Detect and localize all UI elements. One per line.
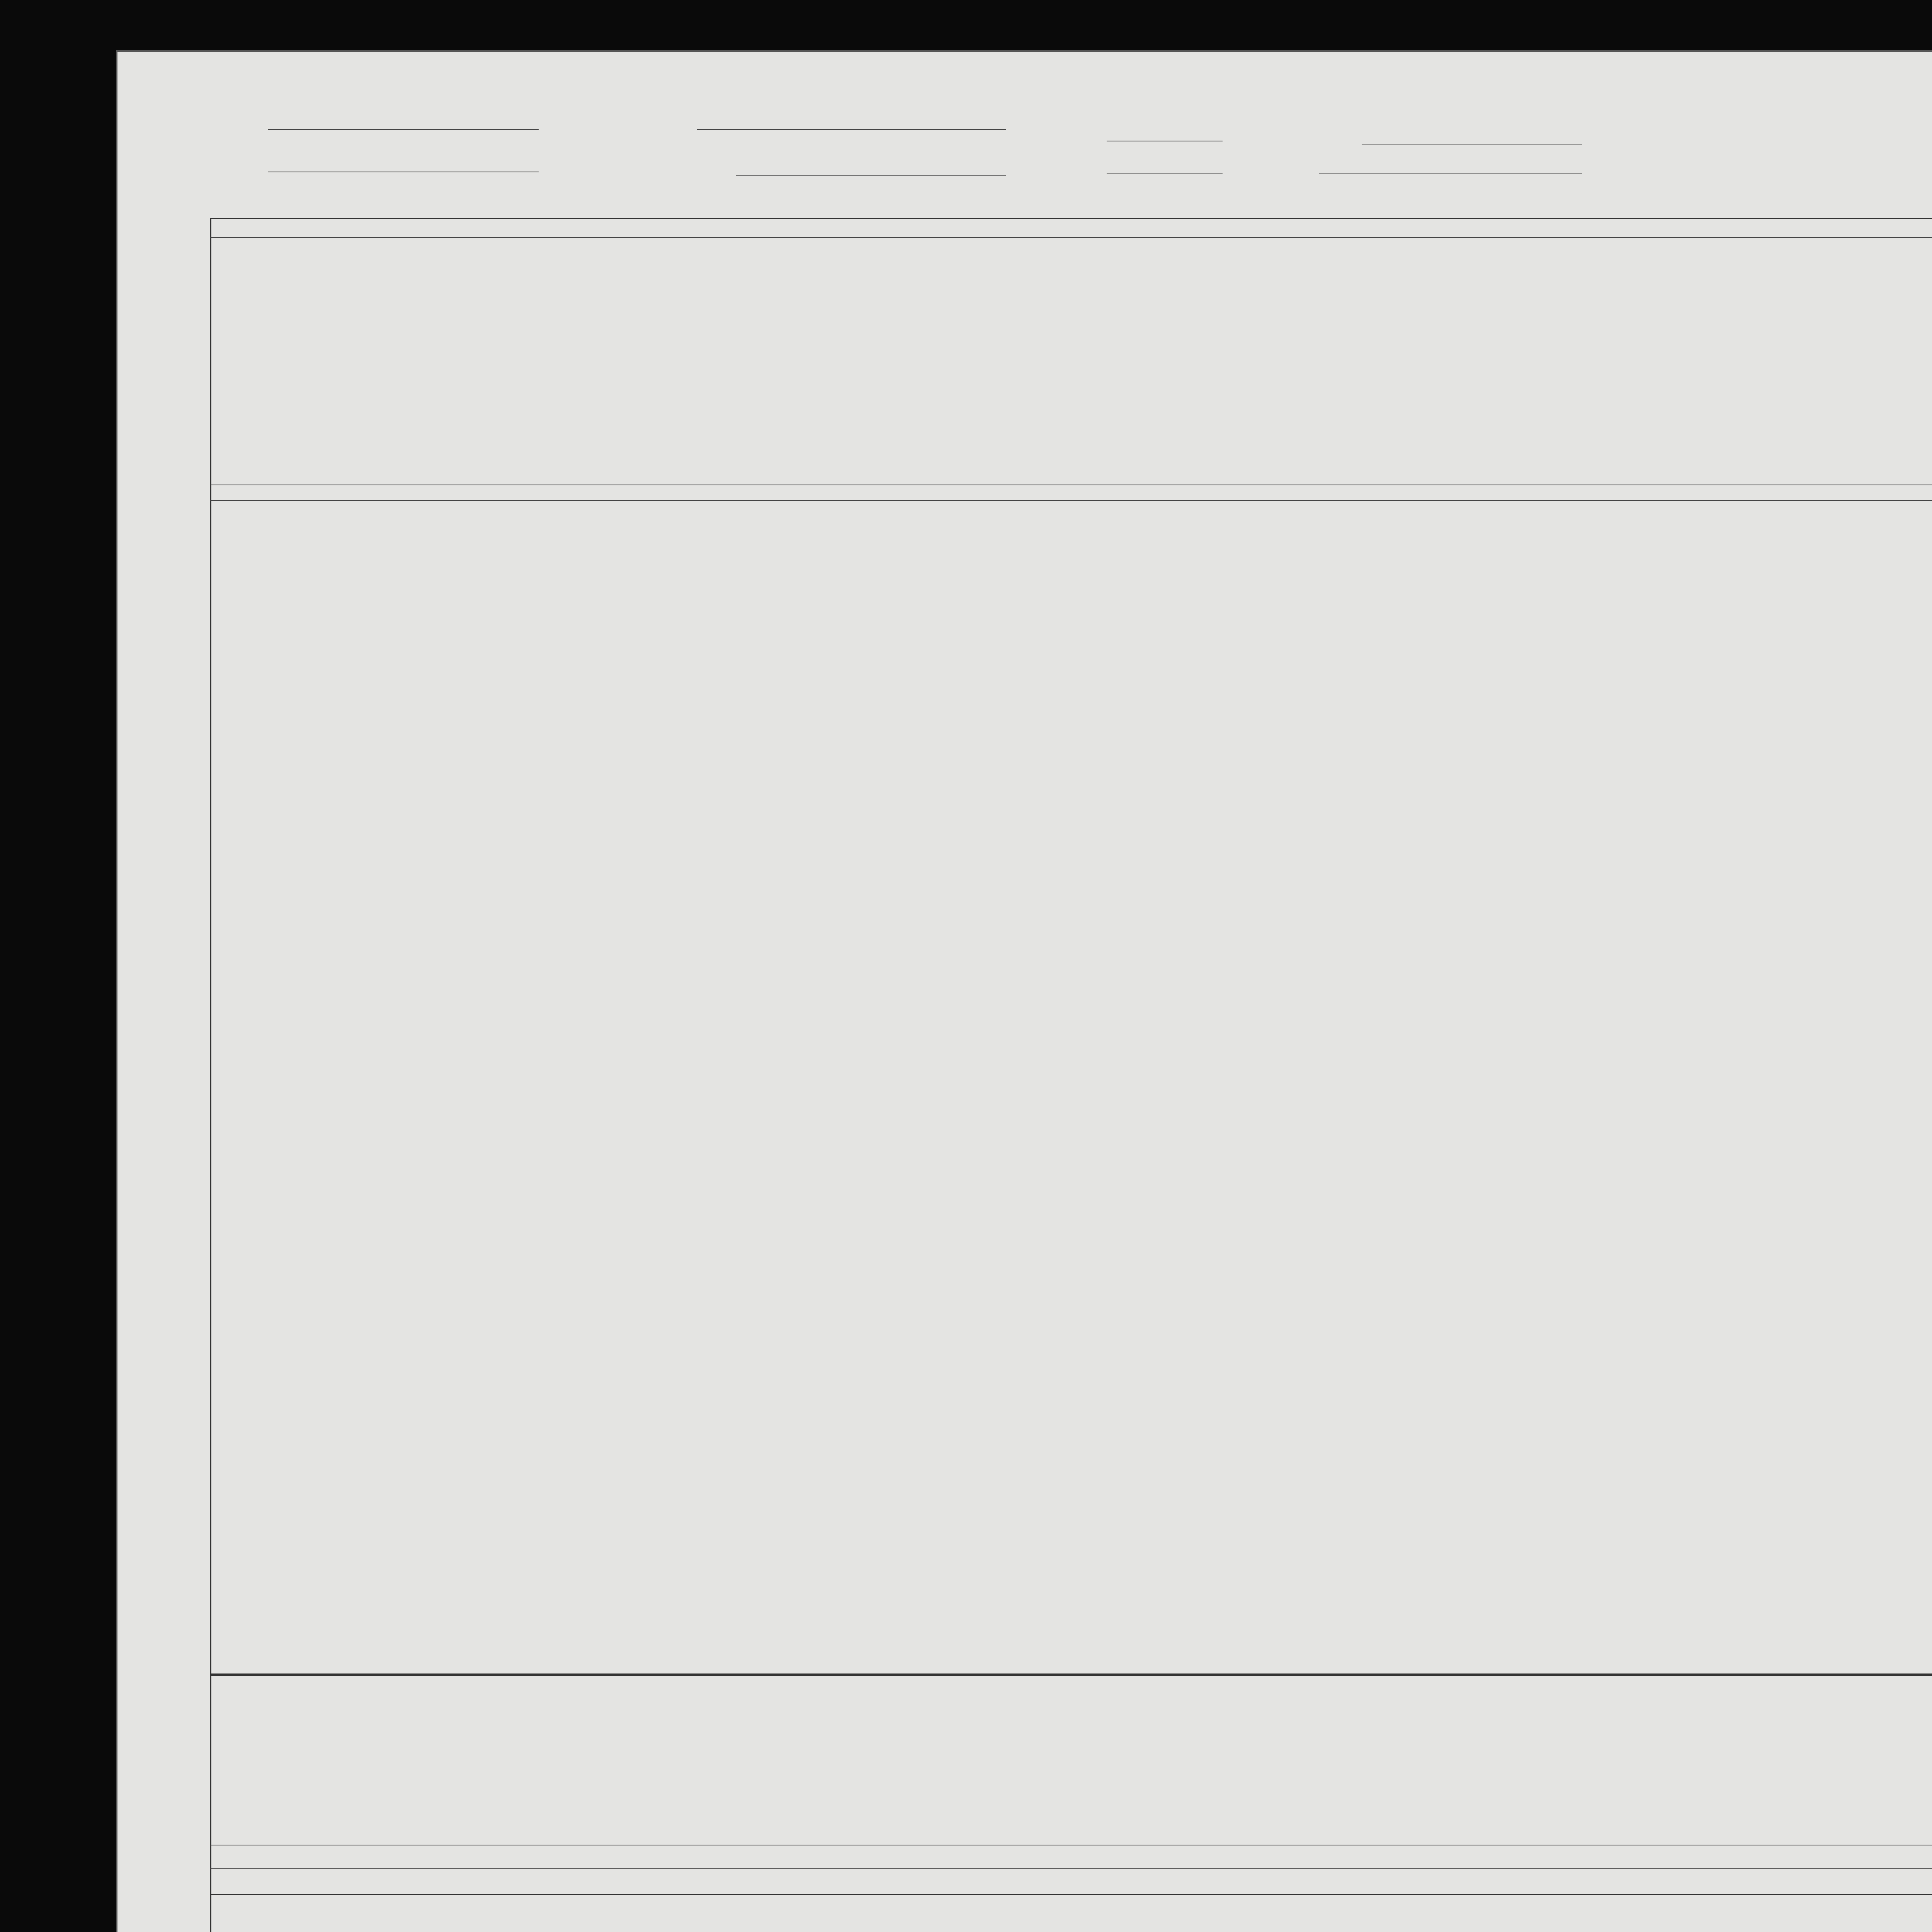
supplementary-grid	[210, 1675, 1932, 1895]
main-grid	[210, 218, 1932, 1675]
notes-grid	[210, 1895, 1932, 1932]
census-sheet	[116, 50, 1932, 1932]
